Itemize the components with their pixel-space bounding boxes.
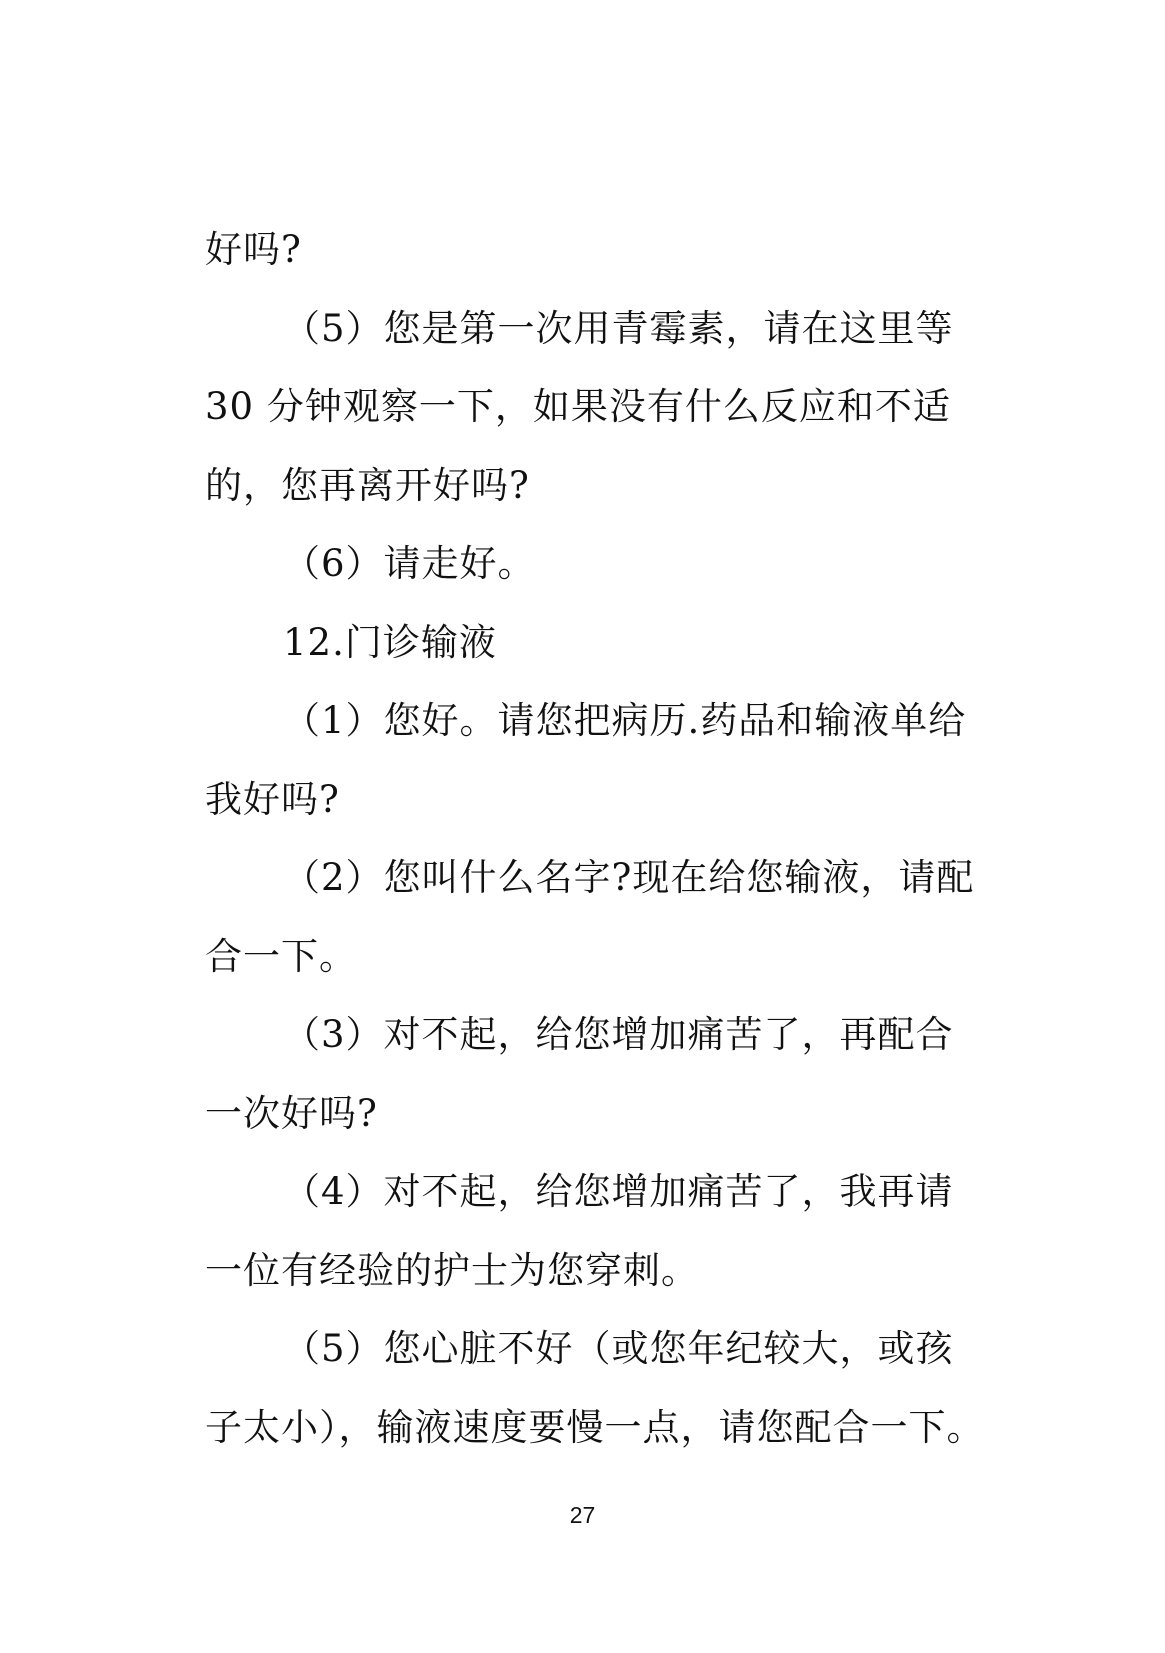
text-line: （3）对不起，给您增加痛苦了，再配合 (283, 1013, 954, 1056)
text-line: 合一下。 (205, 934, 357, 978)
text-line: （2）您叫什么名字?现在给您输液，请配 (283, 856, 975, 899)
text-line: 一位有经验的护士为您穿刺。 (205, 1248, 699, 1292)
text-line: 子太小），输液速度要慢一点，请您配合一下。 (205, 1405, 985, 1449)
text-line: （5）您心脏不好（或您年纪较大，或孩 (283, 1327, 954, 1370)
section-heading: 12.门诊输液 (283, 620, 497, 664)
text-line: 一次好吗? (205, 1091, 378, 1135)
text-line: （5）您是第一次用青霉素，请在这里等 (283, 306, 954, 350)
body-text (205, 220, 985, 1476)
text-line: （6）请走好。 (283, 542, 536, 585)
text-line: （4）对不起，给您增加痛苦了，我再请 (283, 1170, 954, 1213)
text-line: 好吗? (205, 228, 302, 271)
text-line: （1）您好。请您把病历.药品和输液单给 (283, 699, 967, 742)
text-line: 我好吗? (205, 777, 340, 821)
text-line: 的，您再离开好吗? (205, 463, 530, 507)
page-number: 27 (569, 1502, 596, 1528)
text-line: 30 分钟观察一下，如果没有什么反应和不适 (205, 385, 951, 428)
